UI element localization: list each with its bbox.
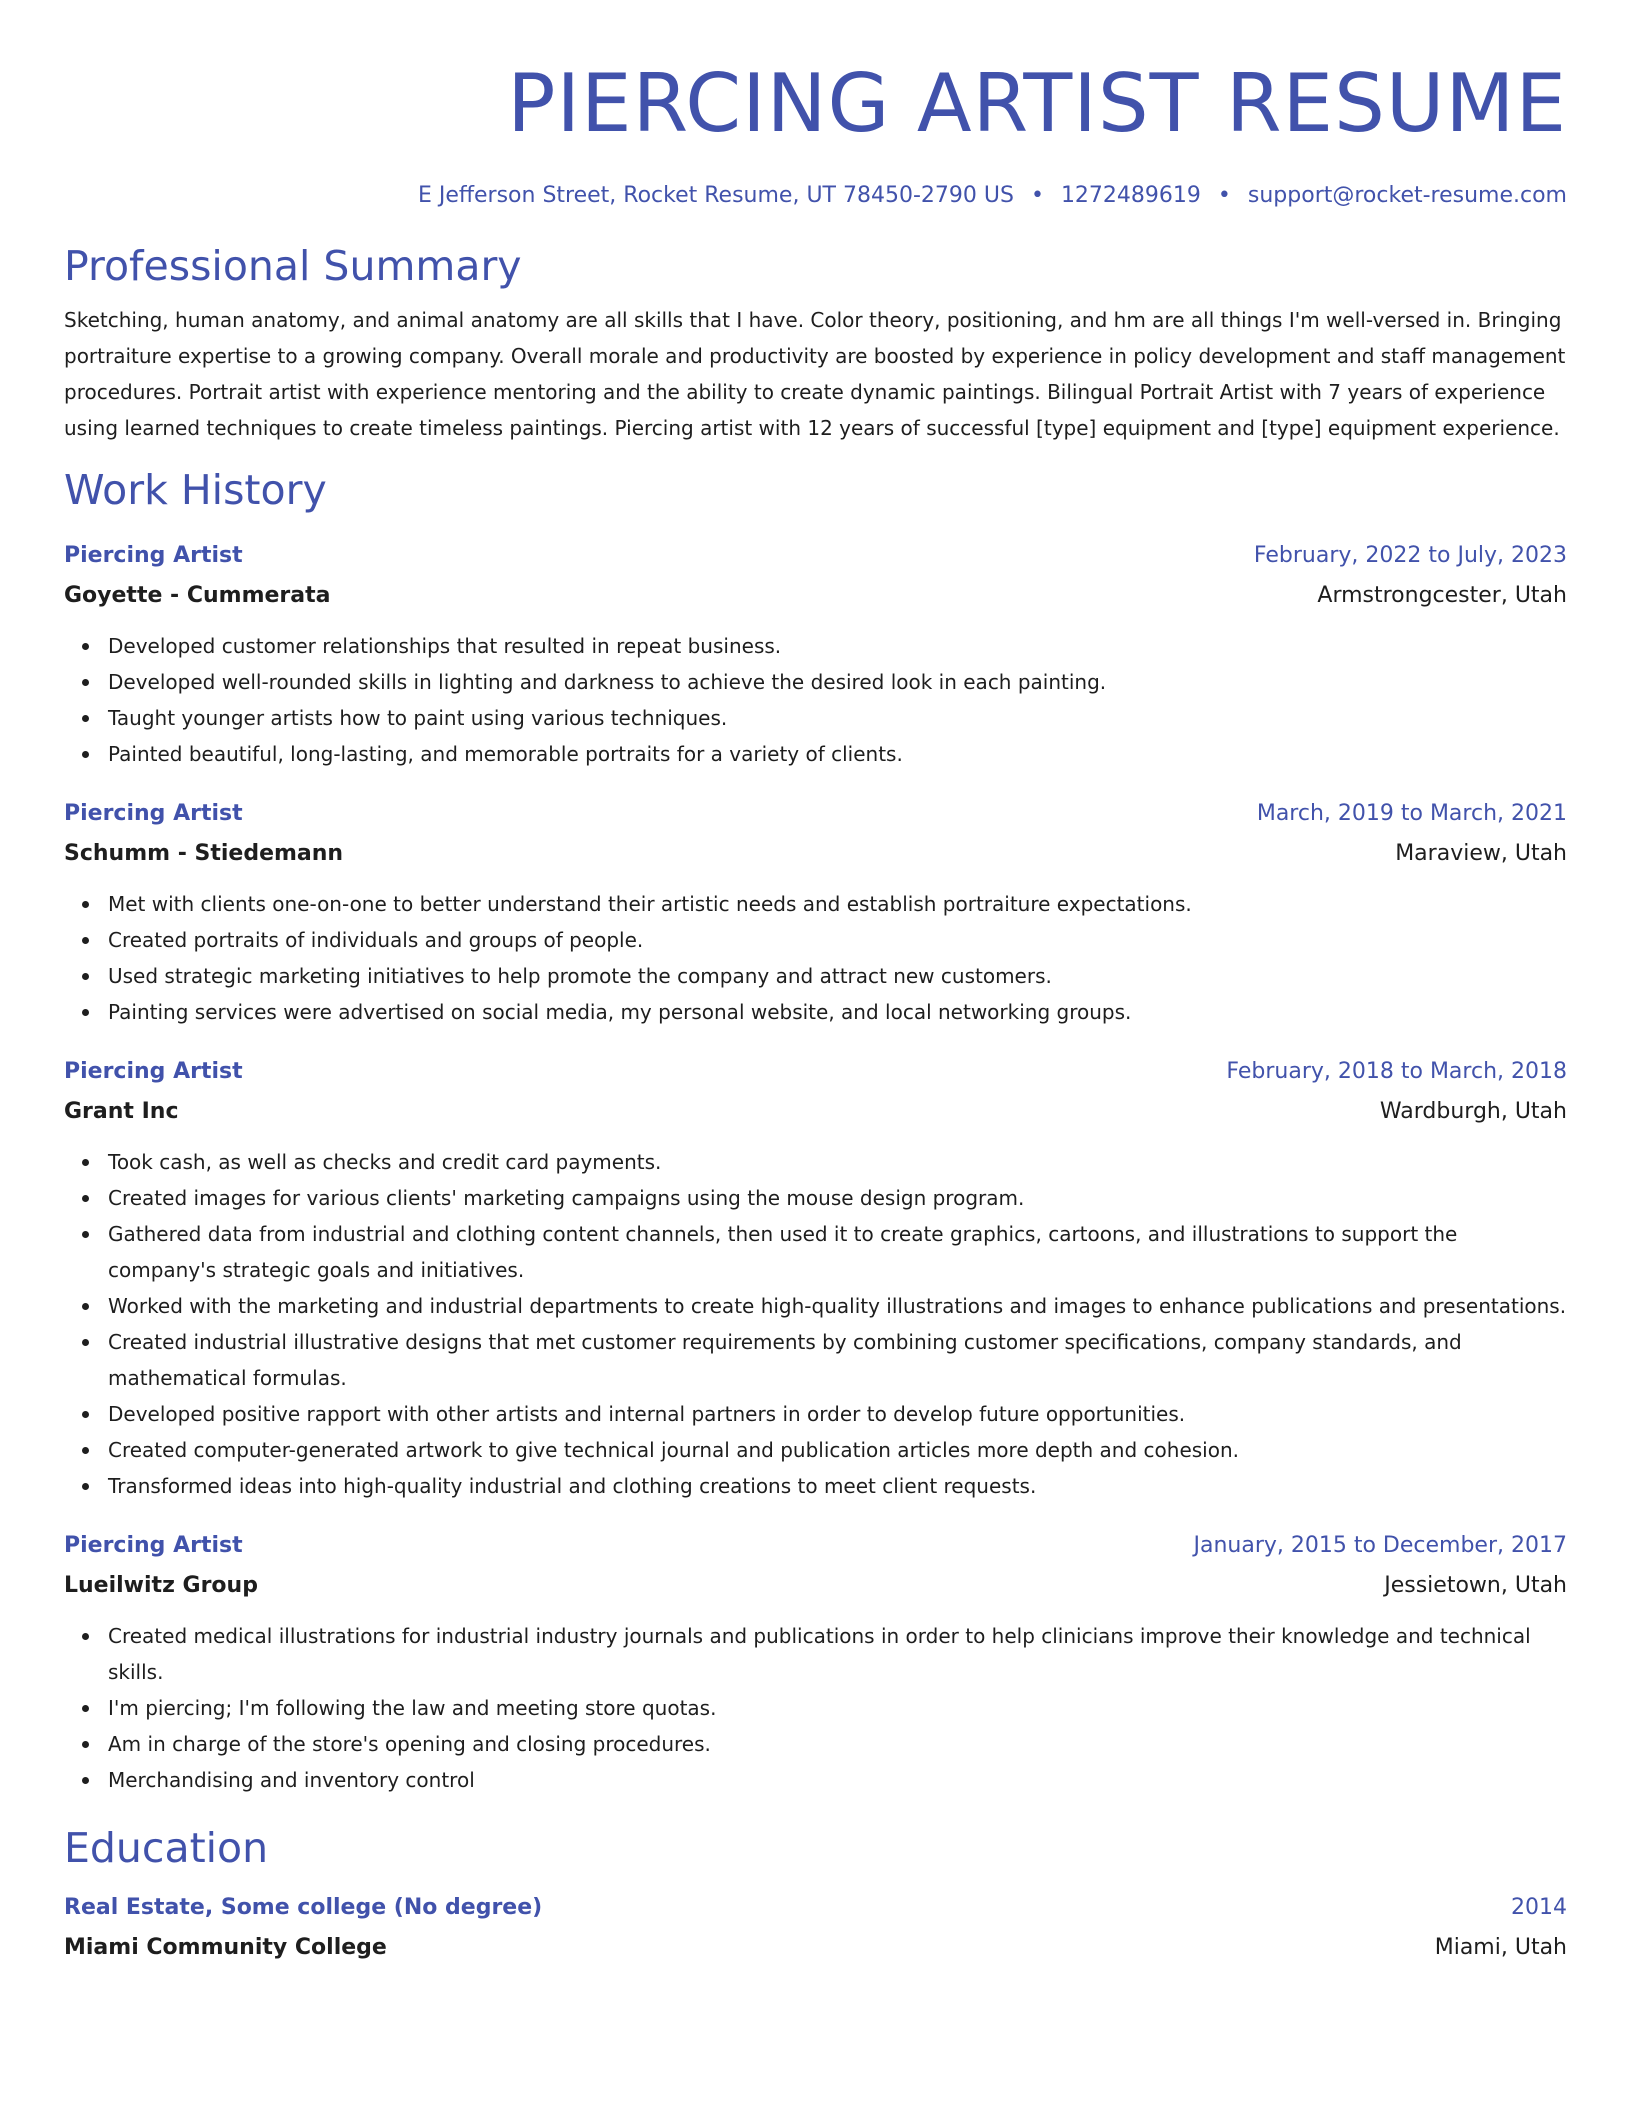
job-bullet: Developed customer relationships that resulted in repeat business. [108, 628, 1567, 664]
resume-header [64, 58, 1567, 212]
job-company: Lueilwitz Group [64, 1573, 258, 1598]
job-bullet: Met with clients one-on-one to better understand their artistic needs and establish portraiture expectations. [108, 886, 1567, 922]
job-dates: January, 2015 to December, 2017 [1193, 1533, 1567, 1558]
job-title: Piercing Artist [64, 543, 243, 568]
job-bullet: Created computer-generated artwork to give technical journal and publication articles more depth and cohesion. [108, 1432, 1567, 1468]
job-bullets [64, 1618, 1567, 1798]
education-school: Miami Community College [64, 1935, 387, 1960]
job-bullet: Transformed ideas into high-quality industrial and clothing creations to meet client requests. [108, 1468, 1567, 1504]
job-location: Maraview, Utah [1395, 841, 1567, 866]
education-heading: Education [64, 1824, 269, 1872]
job-bullet: Painting services were advertised on social media, my personal website, and local networking groups. [108, 994, 1567, 1030]
job-bullet: Painted beautiful, long-lasting, and memorable portraits for a variety of clients. [108, 736, 1567, 772]
job-bullet: Am in charge of the store's opening and closing procedures. [108, 1726, 1567, 1762]
job-bullet: Created medical illustrations for industrial industry journals and publications in order to help clinicians improve their knowledge and technical skills. [108, 1618, 1567, 1690]
resume-name: PIERCING ARTIST RESUME [507, 57, 1567, 150]
job-title: Piercing Artist [64, 801, 243, 826]
contact-address: E Jefferson Street, Rocket Resume, UT 78450-2790 US [417, 183, 1014, 208]
job-bullet: Developed positive rapport with other artists and internal partners in order to develop future opportunities. [108, 1396, 1567, 1432]
job-location: Jessietown, Utah [1384, 1573, 1567, 1598]
job-bullets [64, 886, 1567, 1030]
contact-line [64, 180, 1567, 212]
job-company: Grant Inc [64, 1099, 179, 1124]
job-bullet: Created portraits of individuals and groups of people. [108, 922, 1567, 958]
job-company: Goyette - Cummerata [64, 583, 331, 608]
job-bullet: Created images for various clients' marketing campaigns using the mouse design program. [108, 1180, 1567, 1216]
job-entry [64, 536, 1567, 772]
summary-heading: Professional Summary [64, 242, 522, 290]
job-bullet: Gathered data from industrial and clothing content channels, then used it to create graphics, cartoons, and illustrations to support the company's strategic goals and initiatives. [108, 1216, 1567, 1288]
job-company: Schumm - Stiedemann [64, 841, 344, 866]
job-bullet: Merchandising and inventory control [108, 1762, 1567, 1798]
work-history-heading: Work History [64, 466, 327, 514]
summary-text: Sketching, human anatomy, and animal anatomy are all skills that I have. Color theory, positioning, and hm are all things I'm well-versed in. Bringing portraiture expertise to a growing company. Overall morale and productivity are boosted by experience in policy development and staff management procedures. Portrait artist with experience mentoring and the ability to create dynamic paintings. Bilingual Portrait Artist with 7 years of experience using learned techniques to create timeless paintings. Piercing artist with 12 years of successful [type] equipment and [type] equipment experience. [64, 308, 1566, 440]
job-location: Wardburgh, Utah [1379, 1099, 1567, 1124]
education-entry [64, 1888, 1567, 1968]
job-location: Armstrongcester, Utah [1317, 583, 1567, 608]
job-entry [64, 1052, 1567, 1504]
job-entry [64, 794, 1567, 1030]
contact-email[interactable]: support@rocket-resume.com [1247, 183, 1567, 208]
job-bullet: Took cash, as well as checks and credit card payments. [108, 1144, 1567, 1180]
job-bullet: Used strategic marketing initiatives to help promote the company and attract new customers. [108, 958, 1567, 994]
job-title: Piercing Artist [64, 1059, 243, 1084]
contact-separator: • [1217, 183, 1231, 208]
job-bullet: I'm piercing; I'm following the law and meeting store quotas. [108, 1690, 1567, 1726]
contact-separator: • [1030, 183, 1044, 208]
job-bullets [64, 1144, 1567, 1504]
education-degree: Real Estate, Some college (No degree) [64, 1895, 543, 1920]
job-bullet: Worked with the marketing and industrial departments to create high-quality illustrations and images to enhance publications and presentations. [108, 1288, 1567, 1324]
job-dates: February, 2018 to March, 2018 [1226, 1059, 1567, 1084]
job-entry [64, 1526, 1567, 1798]
job-bullet: Created industrial illustrative designs that met customer requirements by combining customer specifications, company standards, and mathematical formulas. [108, 1324, 1567, 1396]
job-bullet: Developed well-rounded skills in lighting and darkness to achieve the desired look in each painting. [108, 664, 1567, 700]
job-bullets [64, 628, 1567, 772]
contact-phone: 1272489619 [1060, 183, 1201, 208]
resume-page [64, 0, 1567, 1968]
education-location: Miami, Utah [1434, 1935, 1567, 1960]
job-title: Piercing Artist [64, 1533, 243, 1558]
job-bullet: Taught younger artists how to paint using various techniques. [108, 700, 1567, 736]
job-dates: March, 2019 to March, 2021 [1256, 801, 1567, 826]
job-dates: February, 2022 to July, 2023 [1253, 543, 1567, 568]
education-year: 2014 [1511, 1895, 1567, 1920]
